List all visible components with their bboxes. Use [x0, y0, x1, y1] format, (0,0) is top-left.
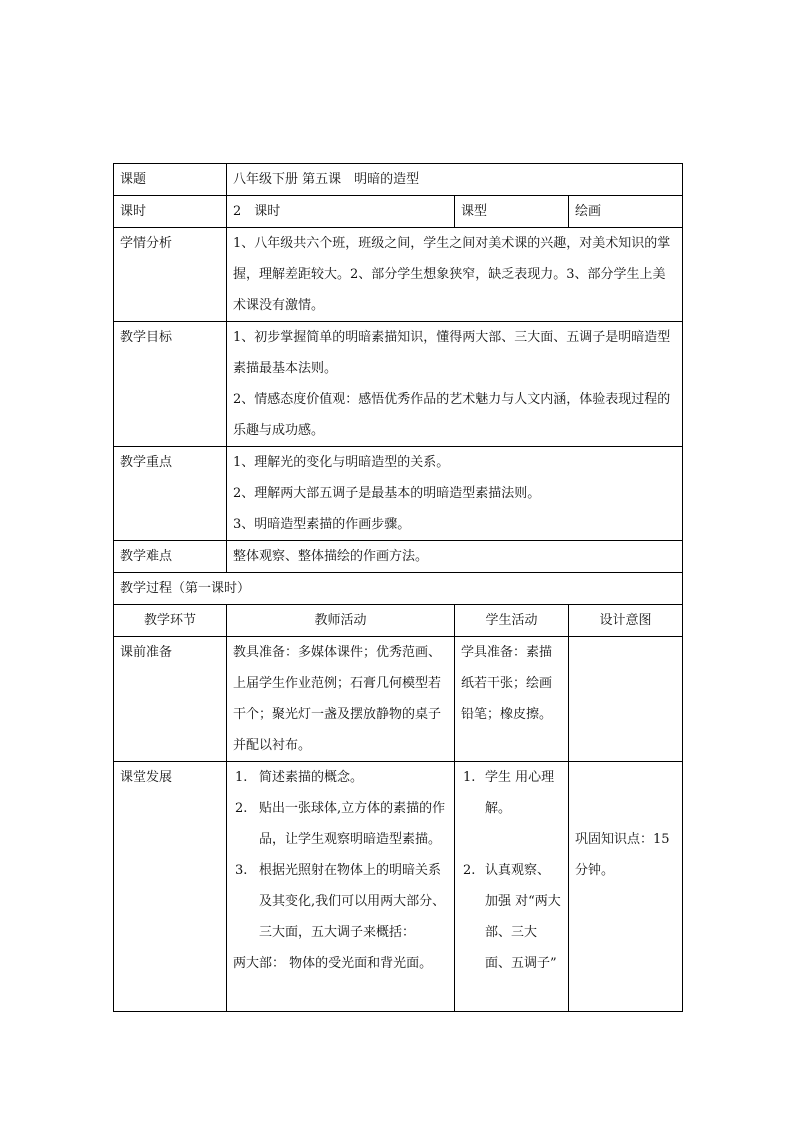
label-hours: 课时 — [114, 196, 227, 228]
value-lesson-type: 绘画 — [569, 196, 683, 228]
row-develop — [114, 762, 683, 1012]
value-goals — [227, 322, 683, 447]
label-key-points: 教学重点 — [114, 447, 227, 541]
value-topic: 八年级下册 第五课 明暗的造型 — [227, 164, 683, 196]
value-analysis: 1、八年级共六个班，班级之间，学生之间对美术课的兴趣，对美术知识的掌握，理解差距较大。2、部分学生想象狭窄，缺乏表现力。3、部分学生上美术课没有激情。 — [227, 228, 683, 322]
step-text: 简述素描的概念。 — [259, 770, 364, 785]
intent-develop — [569, 762, 683, 1012]
step-number: 3. — [235, 863, 248, 878]
value-key-points — [227, 447, 683, 541]
header-teacher-activity: 教师活动 — [227, 605, 455, 637]
row-key-points — [114, 447, 683, 541]
header-stage: 教学环节 — [114, 605, 227, 637]
goal-item: 1、初步掌握简单的明暗素描知识，懂得两大部、三大面、五调子是明暗造型素描最基本法则。 — [233, 330, 671, 376]
step-text: 学生 用心理解。 — [485, 770, 555, 816]
stage-develop: 课堂发展 — [114, 762, 227, 1012]
step-number: 2. — [463, 863, 476, 878]
spacer — [575, 762, 676, 793]
label-goals: 教学目标 — [114, 322, 227, 447]
intent-text: 巩固知识点：15分钟。 — [575, 832, 670, 878]
label-topic: 课题 — [114, 164, 227, 196]
row-process-headers — [114, 605, 683, 637]
teacher-tail: 两大部： 物体的受光面和背光面。 — [233, 956, 433, 971]
value-hours: 2 课时 — [227, 196, 455, 228]
header-design-intent: 设计意图 — [569, 605, 683, 637]
row-topic — [114, 164, 683, 196]
key-point-item: 3、明暗造型素描的作画步骤。 — [233, 517, 411, 532]
label-difficulty: 教学难点 — [114, 541, 227, 573]
spacer — [575, 793, 676, 824]
key-point-item: 1、理解光的变化与明暗造型的关系。 — [233, 455, 450, 470]
value-difficulty: 整体观察、整体描绘的作画方法。 — [227, 541, 683, 573]
row-hours — [114, 196, 683, 228]
student-steps — [461, 762, 562, 979]
row-process-title — [114, 573, 683, 605]
list-item — [233, 762, 448, 793]
list-item — [233, 793, 448, 855]
step-text: 贴出一张球体,立方体的素描的作品，让学生观察明暗造型素描。 — [259, 801, 446, 847]
row-prep — [114, 637, 683, 762]
row-difficulty — [114, 541, 683, 573]
stage-prep: 课前准备 — [114, 637, 227, 762]
row-analysis — [114, 228, 683, 322]
lesson-plan-table — [113, 163, 683, 1012]
label-lesson-type: 课型 — [455, 196, 569, 228]
row-goals — [114, 322, 683, 447]
list-item — [461, 855, 562, 979]
step-number: 1. — [463, 770, 476, 785]
goal-item: 2、情感态度价值观：感悟优秀作品的艺术魅力与人文内涵，体验表现过程的乐趣与成功感。 — [233, 392, 671, 438]
teacher-prep: 教具准备：多媒体课件；优秀范画、上届学生作业范例；石膏几何模型若干个；聚光灯一盏及摆放静物的桌子并配以衬布。 — [227, 637, 455, 762]
teacher-steps — [233, 762, 448, 948]
step-number: 1. — [235, 770, 248, 785]
list-item — [461, 762, 562, 824]
step-text: 认真观察、加强 对“两大部、三大面、五调子” — [485, 863, 561, 971]
teacher-develop — [227, 762, 455, 1012]
process-title: 教学过程（第一课时） — [114, 573, 683, 605]
list-item — [233, 855, 448, 948]
step-number: 2. — [235, 801, 248, 816]
student-develop — [455, 762, 569, 1012]
key-point-item: 2、理解两大部五调子是最基本的明暗造型素描法则。 — [233, 486, 541, 501]
intent-prep — [569, 637, 683, 762]
label-analysis: 学情分析 — [114, 228, 227, 322]
student-prep: 学具准备：素描纸若干张；绘画铅笔；橡皮擦。 — [455, 637, 569, 762]
header-student-activity: 学生活动 — [455, 605, 569, 637]
step-text: 根据光照射在物体上的明暗关系及其变化,我们可以用两大部分、三大面，五大调子来概括： — [259, 863, 446, 940]
